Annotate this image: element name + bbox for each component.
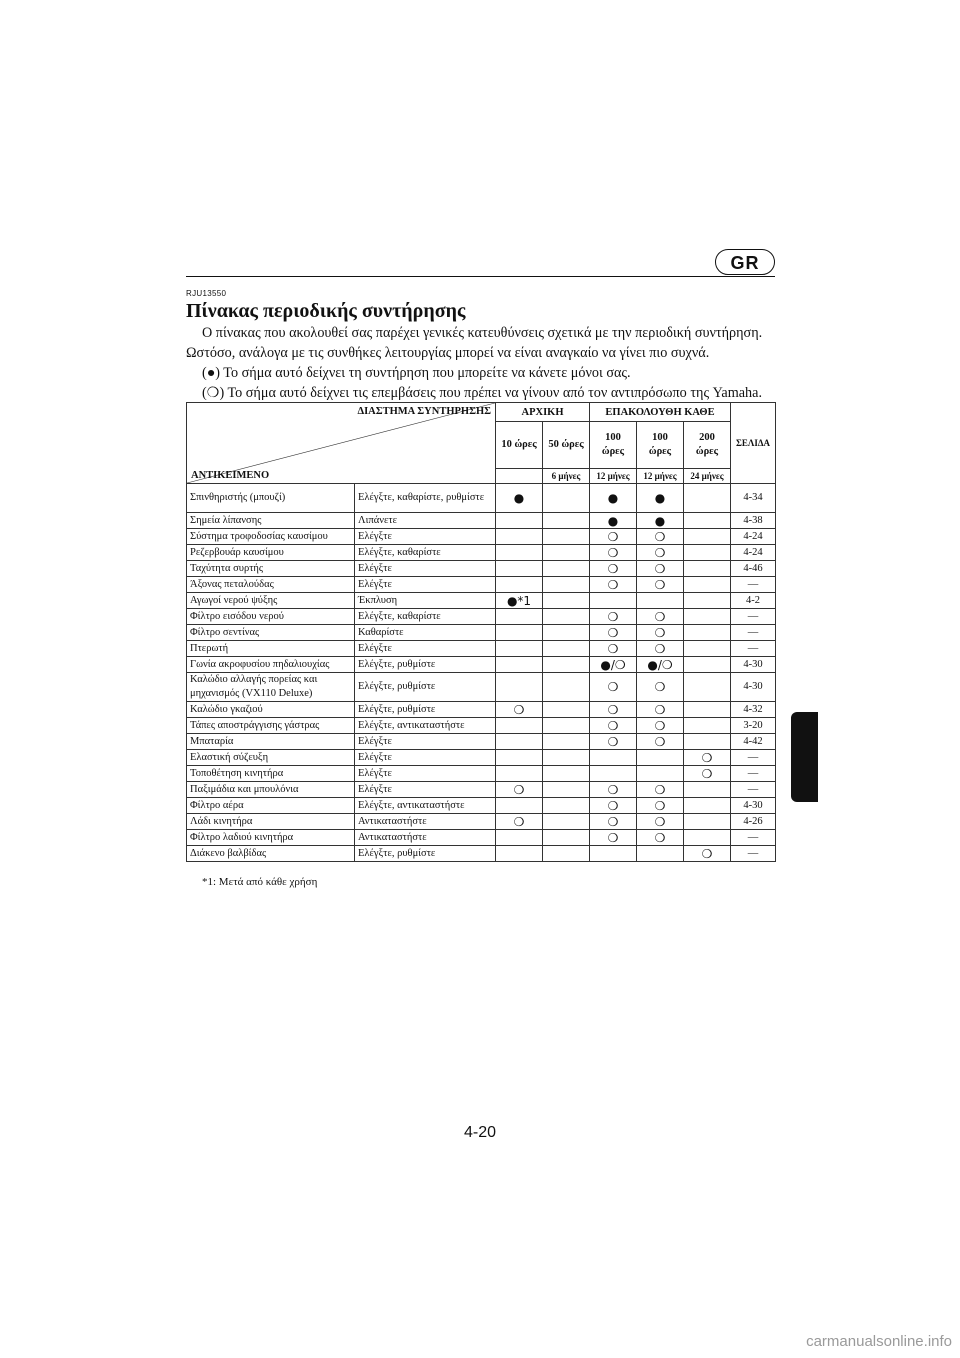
item-cell: Ταχύτητα συρτής — [187, 561, 355, 577]
mark-cell: ❍ — [637, 798, 684, 814]
action-cell: Ελέγξτε — [355, 750, 496, 766]
table-row — [187, 766, 776, 782]
initial-header: ΑΡΧΙΚΗ — [496, 403, 590, 422]
action-cell: Ελέγξτε — [355, 734, 496, 750]
hours-header: 100 ώρες — [590, 422, 637, 469]
mark-cell — [684, 529, 731, 545]
mark-cell: ❍ — [590, 673, 637, 702]
mark-cell: ❍ — [590, 814, 637, 830]
mark-cell — [684, 561, 731, 577]
table-row — [187, 846, 776, 862]
mark-cell — [496, 561, 543, 577]
page-number: 4-20 — [463, 1124, 497, 1141]
mark-cell — [543, 513, 590, 529]
mark-cell — [496, 718, 543, 734]
table-corner-header — [187, 403, 496, 484]
mark-cell: ❍ — [590, 641, 637, 657]
mark-cell: ❍ — [590, 609, 637, 625]
page-ref-cell: — — [731, 577, 776, 593]
mark-cell — [496, 641, 543, 657]
item-cell: Ρεζερβουάρ καυσίμου — [187, 545, 355, 561]
table-row — [187, 673, 776, 702]
footnote: *1: Μετά από κάθε χρήση — [202, 876, 318, 888]
mark-cell: ❍ — [684, 766, 731, 782]
mark-cell — [543, 846, 590, 862]
mark-cell — [496, 657, 543, 673]
mark-cell: ❍ — [496, 782, 543, 798]
mark-cell: ❍ — [637, 673, 684, 702]
action-cell: Αντικαταστήστε — [355, 814, 496, 830]
interval-header: ΔΙΑΣΤΗΜΑ ΣΥΝΤΗΡΗΣΗΣ — [357, 406, 491, 417]
mark-cell — [543, 641, 590, 657]
item-cell: Φίλτρο σεντίνας — [187, 625, 355, 641]
mark-cell — [543, 484, 590, 513]
mark-cell — [543, 830, 590, 846]
mark-cell: ● — [590, 484, 637, 513]
table-row — [187, 830, 776, 846]
hours-header: 200 ώρες — [684, 422, 731, 469]
action-cell: Ελέγξτε — [355, 561, 496, 577]
page-title: Πίνακας περιοδικής συντήρησης — [186, 300, 466, 322]
mark-cell: ❍ — [590, 830, 637, 846]
mark-cell: ❍ — [590, 798, 637, 814]
item-cell: Άξονας πεταλούδας — [187, 577, 355, 593]
mark-cell: ❍ — [637, 641, 684, 657]
table-row — [187, 782, 776, 798]
table-row — [187, 545, 776, 561]
mark-cell — [684, 673, 731, 702]
months-empty — [496, 469, 543, 484]
mark-cell — [543, 702, 590, 718]
mark-cell: ❍ — [637, 545, 684, 561]
mark-cell — [496, 750, 543, 766]
mark-cell: ❍ — [684, 846, 731, 862]
mark-cell: ❍ — [637, 625, 684, 641]
action-cell: Ελέγξτε — [355, 782, 496, 798]
mark-cell — [684, 593, 731, 609]
document-code: RJU13550 — [186, 289, 227, 298]
table-row — [187, 625, 776, 641]
mark-cell: ●/❍ — [637, 657, 684, 673]
mark-cell: ❍ — [590, 577, 637, 593]
mark-cell — [543, 750, 590, 766]
schedule-rows — [187, 484, 776, 862]
mark-cell: ❍ — [590, 718, 637, 734]
table-row — [187, 718, 776, 734]
item-cell: Γωνία ακροφυσίου πηδαλιουχίας — [187, 657, 355, 673]
mark-cell — [543, 625, 590, 641]
page-ref-cell: — — [731, 625, 776, 641]
page-ref-cell: — — [731, 750, 776, 766]
mark-cell — [684, 545, 731, 561]
months-header: 12 μήνες — [590, 469, 637, 484]
mark-cell — [543, 734, 590, 750]
item-cell: Λάδι κινητήρα — [187, 814, 355, 830]
action-cell: Ελέγξτε, ρυθμίστε — [355, 702, 496, 718]
mark-cell — [684, 734, 731, 750]
maintenance-schedule-table — [186, 402, 776, 862]
mark-cell: ❍ — [684, 750, 731, 766]
page-ref-cell: — — [731, 830, 776, 846]
mark-cell — [496, 766, 543, 782]
action-cell: Ελέγξτε, καθαρίστε — [355, 609, 496, 625]
months-header: 6 μήνες — [543, 469, 590, 484]
mark-cell: ● — [637, 484, 684, 513]
mark-cell — [637, 846, 684, 862]
mark-cell — [543, 657, 590, 673]
item-cell: Ελαστική σύζευξη — [187, 750, 355, 766]
months-header: 24 μήνες — [684, 469, 731, 484]
item-cell: Τάπες αποστράγγισης γάστρας — [187, 718, 355, 734]
item-cell: Παξιμάδια και μπουλόνια — [187, 782, 355, 798]
page-ref-cell: — — [731, 782, 776, 798]
mark-cell — [496, 798, 543, 814]
mark-cell: ●*1 — [496, 593, 543, 609]
mark-cell — [543, 798, 590, 814]
mark-cell: ❍ — [637, 782, 684, 798]
mark-cell — [496, 545, 543, 561]
page-ref-cell: 4-2 — [731, 593, 776, 609]
header-rule — [186, 276, 775, 277]
mark-cell — [543, 718, 590, 734]
mark-cell — [496, 734, 543, 750]
mark-cell — [496, 830, 543, 846]
table-row — [187, 750, 776, 766]
page-ref-cell: — — [731, 846, 776, 862]
hours-header: 10 ώρες — [496, 422, 543, 469]
mark-cell — [684, 814, 731, 830]
mark-cell — [684, 718, 731, 734]
intro-paragraph: Ο πίνακας που ακολουθεί σας παρέχει γενικές κατευθύνσεις σχετικά με την περιοδική συντήρηση. Ωστόσο, ανάλογα με τις συνθήκες λειτουργίας μπορεί να είναι αναγκαίο να γίνει πιο συχνά. — [186, 325, 763, 361]
item-cell: Σπινθηριστής (μπουζί) — [187, 484, 355, 513]
action-cell: Αντικαταστήστε — [355, 830, 496, 846]
action-cell: Ελέγξτε, ρυθμίστε — [355, 846, 496, 862]
mark-cell — [543, 673, 590, 702]
page-ref-cell: 4-46 — [731, 561, 776, 577]
mark-cell: ● — [496, 484, 543, 513]
table-row — [187, 814, 776, 830]
mark-cell: ❍ — [637, 529, 684, 545]
table-row — [187, 641, 776, 657]
action-cell: Ελέγξτε — [355, 577, 496, 593]
page-ref-cell: — — [731, 641, 776, 657]
language-badge: GR — [715, 249, 775, 275]
mark-cell — [496, 577, 543, 593]
item-cell: Τοποθέτηση κινητήρα — [187, 766, 355, 782]
mark-cell — [684, 702, 731, 718]
mark-cell: ❍ — [637, 830, 684, 846]
action-cell: Ελέγξτε, αντικαταστήστε — [355, 718, 496, 734]
mark-cell: ❍ — [496, 814, 543, 830]
mark-cell — [637, 593, 684, 609]
page-ref-cell: 3-20 — [731, 718, 776, 734]
action-cell: Ελέγξτε, ρυθμίστε — [355, 673, 496, 702]
mark-cell — [590, 766, 637, 782]
mark-cell — [684, 782, 731, 798]
every-header: ΕΠΑΚΟΛΟΥΘΗ ΚΑΘΕ — [590, 403, 731, 422]
item-cell: Φίλτρο εισόδου νερού — [187, 609, 355, 625]
page-ref-cell: 4-38 — [731, 513, 776, 529]
page-ref-cell: 4-24 — [731, 529, 776, 545]
table-row — [187, 484, 776, 513]
table-row — [187, 609, 776, 625]
mark-cell — [543, 593, 590, 609]
table-row — [187, 561, 776, 577]
legend-self-maintenance: (●) Το σήμα αυτό δείχνει τη συντήρηση που μπορείτε να κάνετε μόνοι σας. — [202, 365, 631, 381]
mark-cell — [543, 609, 590, 625]
page-ref-cell: 4-30 — [731, 798, 776, 814]
mark-cell: ❍ — [590, 545, 637, 561]
mark-cell — [637, 750, 684, 766]
mark-cell — [496, 846, 543, 862]
watermark: carmanualsonline.info — [806, 1333, 952, 1350]
mark-cell — [496, 609, 543, 625]
mark-cell: ❍ — [590, 529, 637, 545]
item-cell: Σημεία λίπανσης — [187, 513, 355, 529]
table-row — [187, 593, 776, 609]
table-row — [187, 657, 776, 673]
item-cell: Φίλτρο αέρα — [187, 798, 355, 814]
table-row — [187, 577, 776, 593]
item-header: ΑΝΤΙΚΕΙΜΕΝΟ — [191, 470, 270, 481]
mark-cell — [543, 561, 590, 577]
table-row — [187, 529, 776, 545]
hours-header: 50 ώρες — [543, 422, 590, 469]
mark-cell: ❍ — [637, 577, 684, 593]
mark-cell — [496, 673, 543, 702]
page-ref-cell: 4-24 — [731, 545, 776, 561]
action-cell: Ελέγξτε — [355, 766, 496, 782]
mark-cell: ❍ — [637, 718, 684, 734]
page-ref-cell: 4-32 — [731, 702, 776, 718]
mark-cell — [590, 593, 637, 609]
mark-cell: ❍ — [590, 734, 637, 750]
mark-cell — [684, 830, 731, 846]
page-ref-cell: 4-42 — [731, 734, 776, 750]
mark-cell: ❍ — [637, 734, 684, 750]
item-cell: Καλώδιο αλλαγής πορείας και μηχανισμός (VX110 Deluxe) — [187, 673, 355, 702]
mark-cell: ❍ — [637, 702, 684, 718]
mark-cell: ● — [637, 513, 684, 529]
mark-cell: ❍ — [637, 561, 684, 577]
section-tab-marker — [791, 712, 818, 802]
table-row — [187, 513, 776, 529]
mark-cell — [684, 641, 731, 657]
page-ref-cell: — — [731, 609, 776, 625]
item-cell: Αγωγοί νερού ψύξης — [187, 593, 355, 609]
page-header: ΣΕΛΙΔΑ — [731, 403, 776, 484]
legend-dealer-maintenance: (❍) Το σήμα αυτό δείχνει τις επεμβάσεις που πρέπει να γίνουν από τον αντιπρόσωπο της Yamaha. — [202, 385, 762, 401]
table-row — [187, 798, 776, 814]
mark-cell — [637, 766, 684, 782]
mark-cell: ❍ — [590, 702, 637, 718]
mark-cell — [684, 577, 731, 593]
item-cell: Πτερωτή — [187, 641, 355, 657]
mark-cell — [543, 782, 590, 798]
page-ref-cell: — — [731, 766, 776, 782]
action-cell: Ελέγξτε, ρυθμίστε — [355, 657, 496, 673]
mark-cell — [684, 657, 731, 673]
action-cell: Ελέγξτε, αντικαταστήστε — [355, 798, 496, 814]
mark-cell — [684, 484, 731, 513]
page-ref-cell: 4-34 — [731, 484, 776, 513]
mark-cell: ❍ — [637, 609, 684, 625]
mark-cell — [543, 529, 590, 545]
page-ref-cell: 4-26 — [731, 814, 776, 830]
action-cell: Λιπάνετε — [355, 513, 496, 529]
table-row — [187, 734, 776, 750]
action-cell: Καθαρίστε — [355, 625, 496, 641]
table-row — [187, 702, 776, 718]
mark-cell — [543, 814, 590, 830]
months-header: 12 μήνες — [637, 469, 684, 484]
mark-cell — [684, 609, 731, 625]
action-cell: Ελέγξτε, καθαρίστε — [355, 545, 496, 561]
mark-cell: ●/❍ — [590, 657, 637, 673]
mark-cell — [496, 513, 543, 529]
page-ref-cell: 4-30 — [731, 657, 776, 673]
item-cell: Διάκενο βαλβίδας — [187, 846, 355, 862]
hours-header: 100 ώρες — [637, 422, 684, 469]
action-cell: Ελέγξτε — [355, 529, 496, 545]
mark-cell: ❍ — [590, 625, 637, 641]
item-cell: Μπαταρία — [187, 734, 355, 750]
mark-cell — [590, 750, 637, 766]
item-cell: Σύστημα τροφοδοσίας καυσίμου — [187, 529, 355, 545]
page-ref-cell: 4-30 — [731, 673, 776, 702]
legend — [202, 363, 762, 403]
mark-cell: ❍ — [590, 561, 637, 577]
item-cell: Καλώδιο γκαζιού — [187, 702, 355, 718]
mark-cell: ❍ — [590, 782, 637, 798]
mark-cell — [496, 625, 543, 641]
action-cell: Έκπλυση — [355, 593, 496, 609]
item-cell: Φίλτρο λαδιού κινητήρα — [187, 830, 355, 846]
mark-cell — [590, 846, 637, 862]
mark-cell — [684, 513, 731, 529]
mark-cell: ❍ — [496, 702, 543, 718]
mark-cell: ❍ — [637, 814, 684, 830]
mark-cell — [543, 766, 590, 782]
mark-cell — [543, 577, 590, 593]
mark-cell — [684, 798, 731, 814]
mark-cell — [543, 545, 590, 561]
mark-cell — [684, 625, 731, 641]
action-cell: Ελέγξτε — [355, 641, 496, 657]
mark-cell: ● — [590, 513, 637, 529]
action-cell: Ελέγξτε, καθαρίστε, ρυθμίστε — [355, 484, 496, 513]
mark-cell — [496, 529, 543, 545]
